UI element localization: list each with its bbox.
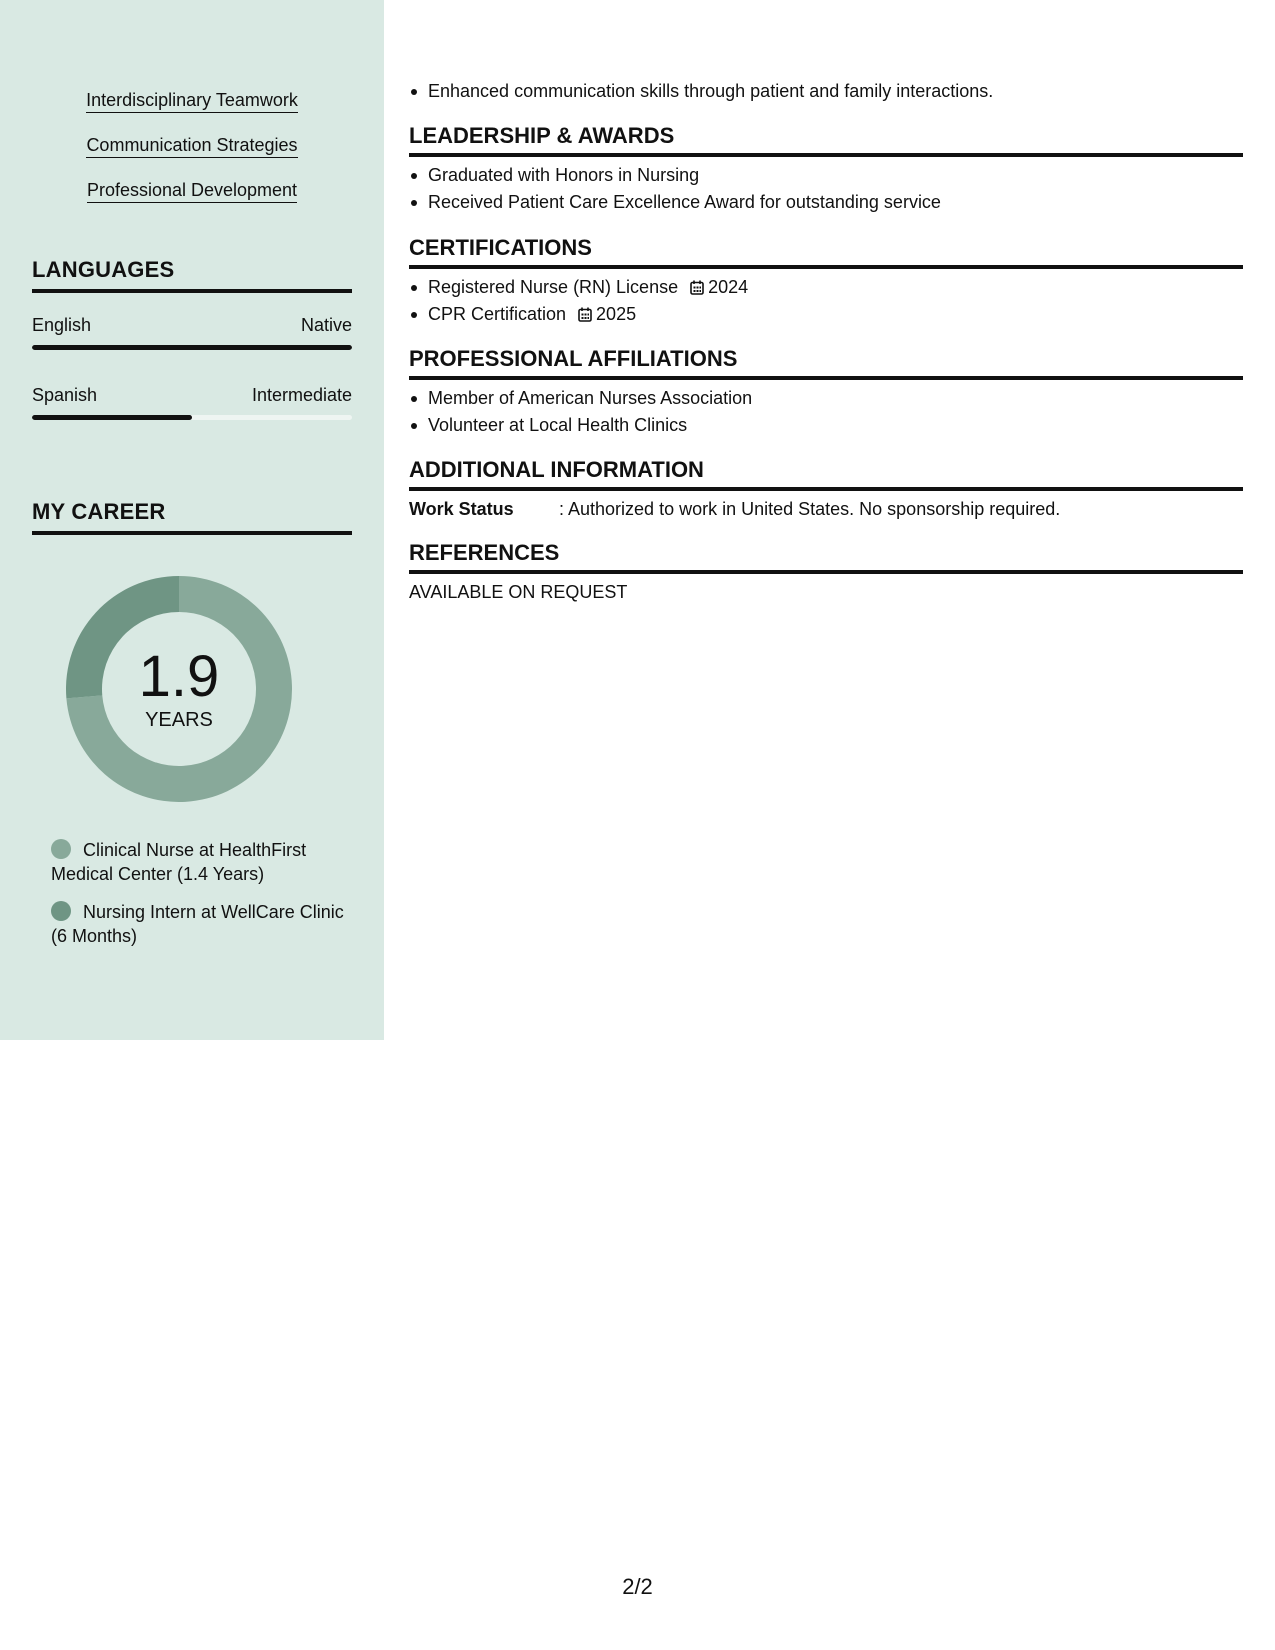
legend-dot [51,901,71,921]
career-legend-item [51,900,351,948]
language-name: English [32,315,92,335]
affiliations-list [409,385,1243,439]
work-status-value: : Authorized to work in United States. No sponsorship required. [559,499,1061,519]
donut-center [66,576,292,802]
career-donut-chart [66,576,292,802]
references-heading: REFERENCES [409,540,1243,574]
legend-label: Clinical Nurse at HealthFirst Medical Center (1.4 Years) [51,840,307,884]
career-total-years: 1.9 [138,643,220,709]
list-item [409,301,1243,328]
references-text: AVAILABLE ON REQUEST [409,582,628,602]
leadership-list [409,162,1243,216]
language-name: Spanish [32,385,98,405]
languages-heading: LANGUAGES [32,257,352,293]
skill-item: Professional Development [0,179,384,201]
calendar-icon [578,307,592,322]
list-item: Volunteer at Local Health Clinics [409,412,1243,439]
additional-info-heading: ADDITIONAL INFORMATION [409,457,1243,491]
list-item: Member of American Nurses Association [409,385,1243,412]
career-legend-item [51,838,351,886]
language-proficiency-fill [32,415,192,420]
language-proficiency-bar [32,345,352,350]
legend-dot [51,839,71,859]
work-status-row [409,499,1243,520]
language-proficiency-fill [32,345,352,350]
language-level: Native [300,315,352,335]
list-item [409,274,1243,301]
certifications-list [409,274,1243,328]
certification-name: Registered Nurse (RN) License [428,277,679,297]
list-item: Graduated with Honors in Nursing [409,162,1243,189]
certification-year: 2024 [708,277,749,297]
certifications-heading: CERTIFICATIONS [409,235,1243,269]
legend-label: Nursing Intern at WellCare Clinic (6 Months) [51,902,344,946]
language-proficiency-bar [32,415,352,420]
page-number: 2/2 [622,1574,653,1599]
certification-year: 2025 [596,304,637,324]
leadership-heading: LEADERSHIP & AWARDS [409,123,1243,157]
certification-name: CPR Certification [428,304,567,324]
sidebar [0,0,384,1040]
skill-item: Interdisciplinary Teamwork [0,89,384,111]
career-total-unit: YEARS [145,708,213,731]
language-level: Intermediate [251,385,352,405]
affiliations-heading: PROFESSIONAL AFFILIATIONS [409,346,1243,380]
list-item: Enhanced communication skills through patient and family interactions. [409,78,1243,105]
language-row [32,385,352,406]
intro-bullet-list [409,78,1243,105]
language-row [32,315,352,336]
calendar-icon [690,280,704,295]
skill-item: Communication Strategies [0,134,384,156]
career-heading: MY CAREER [32,499,352,535]
work-status-label: Work Status [409,499,514,519]
list-item: Received Patient Care Excellence Award for outstanding service [409,189,1243,216]
